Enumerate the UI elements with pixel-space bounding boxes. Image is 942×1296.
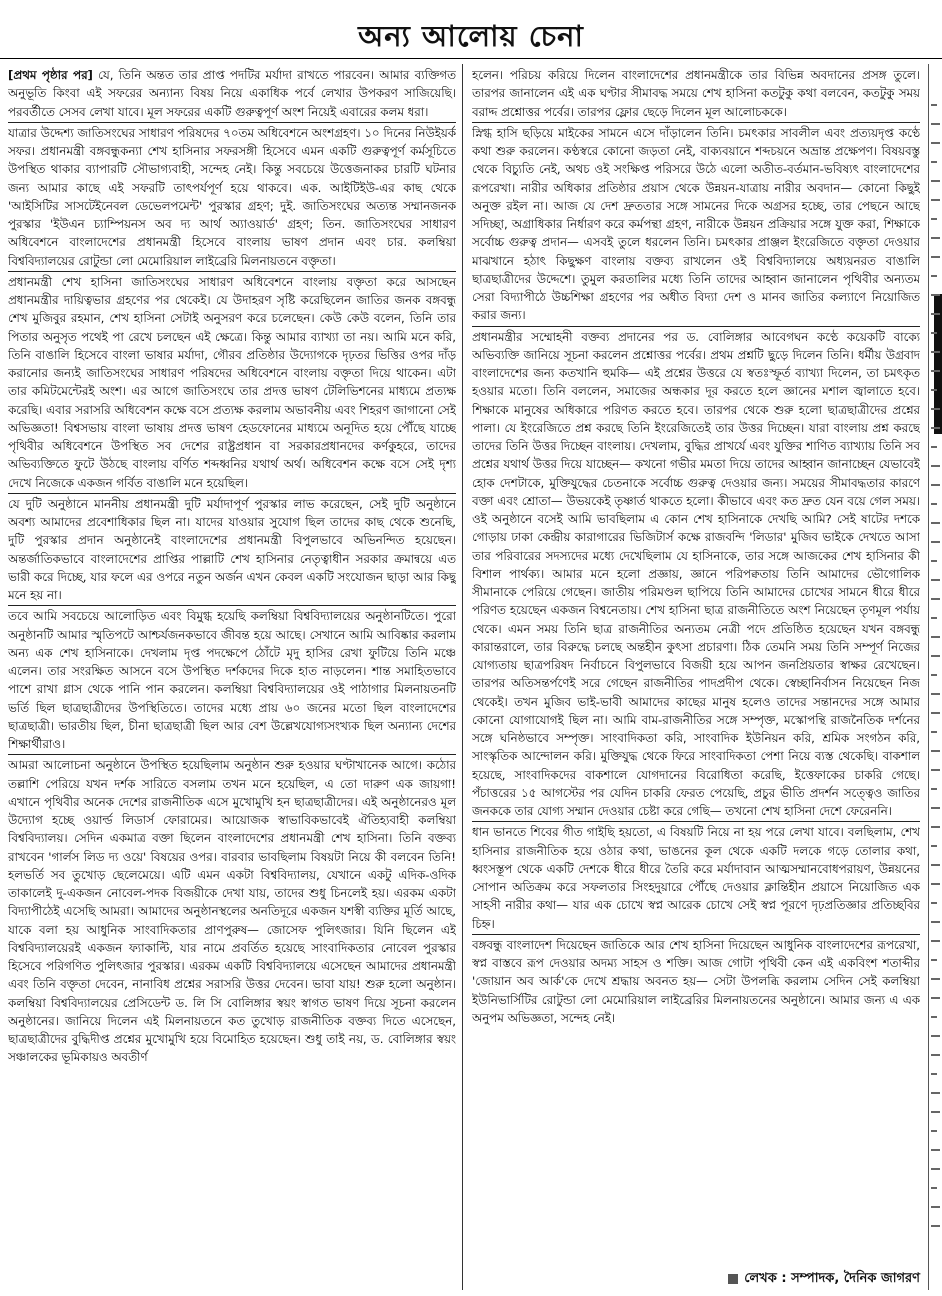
edge-text-fragment [931, 218, 937, 220]
paragraph: প্রধানমন্ত্রী শেখ হাসিনা জাতিসংঘের সাধারণ অধিবেশনে বাংলায় বক্তৃতা করে আসছেন প্রধানমন্ত্রীর দায়িত্বভার গ্রহণের পর থেকেই। যে উদাহরণ সৃষ্টি করেছিলেন জাতির জনক বঙ্গবন্ধু শেখ মুজিবুর রহমান, শেখ হাসিনা সেটাই অনুসরণ করে চলেছেন। কেউ কেউ বলেন, তিনি তার পিতার অনুসৃত পথেই পা রেখে চলছেন এই ক্ষেত্রে। কিন্তু আমার ব্যাখ্যা তা নয়। আমি মনে করি, তিনি বাঙালি হিসেবে বাংলা ভাষার মর্যাদা, গৌরব প্রতিষ্ঠার উদ্যোগকে দৃঢ়তর ভিত্তির ওপর দাঁড় করানোর জন্যই জাতিসংঘের সাধারণ পরিষদের অধিবেশনে বাংলায় বক্তৃতা দিয়ে থাকেন। এটা তার কমিটমেন্টেরই অংশ। এর আগে জাতিসংঘে তার প্রদত্ত ভাষণ টেলিভিশনের মাধ্যমে প্রত্যক্ষ করেছি। এবার সরাসরি অধিবেশন কক্ষে বসে প্রত্যক্ষ করলাম অভাবনীয় এবং শিহরণ জাগানো সেই অভিজ্ঞতা! বিশ্বসভায় বাংলা ভাষায় প্রদত্ত ভাষণ হেডফোনের মাধ্যমে অনূদিত হয়ে পৌঁছে যাচ্ছে পৃথিবীর অধিবেশনে উপস্থিত সব দেশের রাষ্ট্রপ্রধান বা সরকারপ্রধানদের কর্ণকুহরে, তাদের অভিব্যক্তিতে ফুটে উঠছে বাংলায় বর্ণিত শব্দধ্বনির যথার্থ অর্থ। অধিবেশন কক্ষে বসে সেই দৃশ্য দেখে নিজেকে একজন গর্বিত বাঙালি মনে হয়েছিল। [8, 273, 456, 494]
edge-text-fragment [931, 446, 937, 448]
byline-label: লেখক : [744, 1271, 787, 1286]
edge-text-fragment [931, 883, 940, 885]
paragraph: যে দুটি অনুষ্ঠানে মাননীয় প্রধানমন্ত্রী দুটি মর্যাদাপূর্ণ পুরস্কার লাভ করেছেন, সেই দুটি অনুষ্ঠানে অবশ্য আমাদের প্রবেশাধিকার ছিল না। যাদের যাওয়ার সুযোগ ছিল তাদের কাছ থেকে শুনেছি, দুটি পুরস্কার প্রদান অনুষ্ঠানেই বাংলাদেশের প্রধানমন্ত্রী বিপুলভাবে অভিনন্দিত হয়েছেন। অন্তর্জাতিকভাবে বাংলাদেশের প্রাপ্তির পাল্লাটি শেখ হাসিনার নেতৃত্বাধীন সরকার ক্রমান্বয়ে এত ভারী করে দিচ্ছে, যার ফলে এর ওপরে নতুন অর্জন এখন কেবল একটি সংযোজন ছাড়া আর কিছু মনে হয় না। [8, 495, 456, 607]
byline [728, 1269, 920, 1290]
edge-text-fragment [931, 731, 937, 733]
edge-text-fragment [931, 351, 940, 353]
edge-text-fragment [931, 161, 937, 163]
edge-text-fragment [931, 674, 937, 676]
edge-image-strip [934, 294, 942, 434]
paragraph: আমরা আলোচনা অনুষ্ঠানে উপস্থিত হয়েছিলাম অনুষ্ঠান শুরু হওয়ার ঘণ্টাখানেক আগে। কঠোর তল্লাশি পেরিয়ে যখন দর্শক সারিতে বসলাম তখন মনে হয়েছিল, এ তো দারুণ এক জায়গা! এখানে পৃথিবীর অনেক দেশের রাজনীতিক এসে মুখোমুখি হন ছাত্রছাত্রীদের। এই অনুষ্ঠানেরও মূল উদ্যোগ হচ্ছে ওয়ার্ল্ড লিডার্স ফোরামের। আয়োজক স্বাভাবিকভাবেই ঐতিহ্যবাহী কলম্বিয়া বিশ্ববিদ্যালয়। সেদিন একমাত্র বক্তা ছিলেন বাংলাদেশের প্রধানমন্ত্রী শেখ হাসিনা। তিনি বক্তব্য রাখবেন 'গার্লস লিড দ্য ওয়ে' বিষয়ের ওপর। বারবার ভাবছিলাম বিষয়টা নিয়ে কী বলবেন তিনি! হলভর্তি সব তুখোড় ছেলেমেয়ে। এটি এমন একটা বিশ্ববিদ্যালয়, যেখানে একটু এদিক-ওদিক তাকালেই দু-একজন নোবেল-পদক বিজয়ীকে দেখা যায়, তাদের শুধু চিনলেই হয়। এরকম একটা বিদ্যাপীঠেই এসেছি আমরা। আমাদের অনুষ্ঠানস্থলের অনতিদূরে একজন যশস্বী ব্যক্তির মূর্তি আছে, যাকে বলা হয় আধুনিক সাংবাদিকতার প্রাণপুরুষ— জোসেফ পুলিৎজার। যিনি ছিলেন এই বিশ্ববিদ্যালয়েরই একজন ফ্যাকাল্টি, যার নামে প্রবর্তিত হয়েছে সাংবাদিকতার নোবেল পুরস্কার হিসেবে পরিগণিত পুলিৎজার পুরস্কার। এরকম একটি বিশ্ববিদ্যালয়ে এসেছেন আমাদের প্রধানমন্ত্রী এবং তিনি বক্তৃতা দেবেন, নানাবিধ প্রশ্নের সরাসরি উত্তর দেবেন। ভাবা যায়! শুরু হলো অনুষ্ঠান। কলম্বিয়া বিশ্ববিদ্যালয়ের প্রেসিডেন্ট ড. লি সি বোলিঙ্গার স্বয়ং স্বাগত ভাষণ দিয়ে সূচনা করলেন অনুষ্ঠানের। জানিয়ে দিলেন এই মিলনায়তনে কত তুখোড় রাজনীতিক বক্তব্য দিতে এসেছেন, ছাত্রছাত্রীদের বুদ্ধিদীপ্ত প্রশ্নের মুখোমুখি হয়ে বিমোহিত হয়েছেন। শুধু তাই নয়, ড. বোলিঙ্গার স্বয়ং সঞ্চালকের ভূমিকায়ও অবতীর্ণ [8, 758, 456, 1065]
edge-text-fragment [931, 1149, 940, 1151]
edge-text-fragment [931, 807, 940, 809]
edge-text-fragment [931, 598, 940, 600]
edge-text-fragment [931, 845, 937, 847]
edge-text-fragment [931, 1092, 940, 1094]
edge-text-fragment [931, 313, 940, 315]
edge-text-fragment [931, 237, 940, 239]
left-column [8, 66, 456, 1288]
edge-text-fragment [931, 1054, 940, 1056]
byline-text: সম্পাদক, দৈনিক জাগরণ [791, 1271, 920, 1286]
edge-text-fragment [931, 655, 940, 657]
edge-text-fragment [931, 1187, 937, 1189]
edge-text-fragment [931, 902, 937, 904]
edge-text-fragment [931, 427, 940, 429]
edge-rule [928, 64, 929, 1290]
edge-text-fragment [931, 180, 940, 182]
paragraph: হলেন। পরিচয় করিয়ে দিলেন বাংলাদেশের প্রধানমন্ত্রীকে তার বিভিন্ন অবদানের প্রসঙ্গ তুলে। তারপর জানালেন এই এক ঘণ্টার সীমাবদ্ধ সময়ে শেখ হাসিনা কতটুকু কথা বলবেন, কতটুকু সময় বরাদ্দ প্রশ্নোত্তর পর্বের। তারপর ফ্লোর ছেড়ে দিলেন মূল আলোচককে। [472, 66, 920, 123]
edge-text-fragment [931, 750, 940, 752]
edge-text-fragment [931, 959, 937, 961]
edge-text-fragment [931, 199, 940, 201]
edge-text-fragment [931, 522, 940, 524]
paragraph: ধান ভানতে শিবের গীত গাইছি হয়তো, এ বিষয়টি নিয়ে না হয় পরে লেখা যাবে। বলছিলাম, শেখ হাসিনার রাজনীতিক হয়ে ওঠার কথা, ভাঙনের কূল থেকে একটি দলকে গড়ে তোলার কথা, ধ্বংসস্তূপ থেকে একটি দেশকে ধীরে ধীরে তৈরি করে মর্যাদাবান আত্মসম্মানবোধপরায়ণ, উন্নয়নের সোপান অতিক্রম করে সফলতার সিংহদুয়ারে পৌঁছে দেওয়ার ক্লান্তিহীন প্রয়াসে নিয়োজিত এক সাহসী নারীর কথা— যার এক চোখে স্বপ্ন আরেক চোখে সেই স্বপ্ন পূরণে দৃঢ়প্রতিজ্ঞার প্রতিচ্ছবির চিহ্ন। [472, 823, 920, 935]
edge-text-fragment [931, 1225, 940, 1227]
paragraph: স্নিগ্ধ হাসি ছড়িয়ে মাইকের সামনে এসে দাঁড়ালেন তিনি। চমৎকার সাবলীল এবং প্রত্যয়দৃপ্ত কণ্ঠে কথা শুরু করলেন। কণ্ঠস্বরে কোনো জড়তা নেই, বাক্যবয়ানে শব্দচয়নে অভ্রান্ত প্রক্ষেপণ। বিষয়বস্তু থেকে বিচ্যুতি নেই, অথচ ওই সংক্ষিপ্ত পরিসরে উঠে এলো অতীত-বর্তমান-ভবিষ্যৎ বাংলাদেশের রূপরেখা। নারীর অধিকার প্রতিষ্ঠার প্রয়াস থেকে উন্নয়ন-যাত্রায় নারীর অবদান— কোনো কিছুই অনুক্ত রইল না। আজ যে দেশ দ্রুততার সঙ্গে সামনের দিকে অগ্রসর হচ্ছে, তার পেছনে আছে সদিচ্ছা, অগ্রাধিকার নির্ধারণ করে কর্মপন্থা গ্রহণ, নারীকে উন্নয়ন প্রক্রিয়ার সঙ্গে যুক্ত করা, শিক্ষাকে সর্বোচ্চ গুরুত্ব প্রদান— এসবই তুলে ধরলেন তিনি। চমৎকার প্রাঞ্জল ইংরেজিতে বক্তৃতা দেওয়ার মাঝখানে হঠাৎ কিছুক্ষণ বাংলায় বক্তব্য রাখলেন ওই বিশ্ববিদ্যালয়ে অধ্যয়নরত বাঙালি ছাত্রছাত্রীদের উদ্দেশে। তুমুল করতালির মধ্যে তিনি তাদের আহ্বান জানালেন পৃথিবীর অন্যতম সেরা বিদ্যাপীঠে উচ্চশিক্ষা গ্রহণের পর অধীত বিদ্যা দেশ ও মানব জাতির কল্যাণে নিয়োজিত করার জন্য। [472, 124, 920, 327]
edge-text-fragment [931, 579, 940, 581]
paragraph [8, 66, 456, 123]
edge-text-fragment [931, 978, 940, 980]
edge-text-fragment [931, 503, 937, 505]
edge-text-fragment [931, 1168, 940, 1170]
paragraph-text: যে, তিনি অন্তত তার প্রাপ্ত পদটির মর্যাদা রাখতে পারবেন। আমার ব্যক্তিগত অনুভূতি কিংবা এই সফরের অন্যান্য বিষয় নিয়ে একাধিক পর্বে লেখার উপকরণ সাজিয়েছি। পরবর্তীতে সেসব লেখা যাবে। মূল সফরের একটি গুরুত্বপূর্ণ অংশ নিয়েই এবারের কলম ধরা। [8, 68, 456, 119]
edge-text-fragment [931, 617, 937, 619]
paragraph: তবে আমি সবচেয়ে আলোড়িত এবং বিমুগ্ধ হয়েছি কলম্বিয়া বিশ্ববিদ্যালয়ের অনুষ্ঠানটিতে। পুরো অনুষ্ঠানটি আমার স্মৃতিপটে আশ্চর্যজনকভাবে জীবন্ত হয়ে আছে। সেখানে আমি আবিষ্কার করলাম অন্য এক শেখ হাসিনাকে। দেখলাম দৃপ্ত পদক্ষেপে ঠোঁটে মৃদু হাসির রেখা ফুটিয়ে তিনি মঞ্চে এলেন। তার সংরক্ষিত আসনে বসে উপস্থিত দর্শকদের দিকে হাত নাড়লেন। শান্ত সমাহিতভাবে পাশে রাখা গ্লাস থেকে পানি পান করলেন। কলম্বিয়া বিশ্ববিদ্যালয়ের ওই পাঠাগার মিলনায়তনটি ভর্তি ছিল ছাত্রছাত্রীদের উপস্থিতিতে। তাদের মধ্যে প্রায় ৬০ জনের মতো ছিল বাংলাদেশের ছাত্রছাত্রী। ভারতীয় ছিল, চীনা ছাত্রছাত্রী ছিল আর বেশ উল্লেখযোগ্যসংখ্যক ছিল অন্যান্য দেশের শিক্ষার্থীরাও। [8, 607, 456, 755]
edge-text-fragment [931, 123, 940, 125]
edge-text-fragment [931, 1073, 937, 1075]
edge-text-fragment [931, 1016, 937, 1018]
edge-text-fragment [931, 484, 940, 486]
edge-text-fragment [931, 788, 937, 790]
edge-text-fragment [931, 997, 940, 999]
edge-text-fragment [931, 370, 940, 372]
paragraph: প্রধানমন্ত্রীর সম্মোহনী বক্তব্য প্রদানের পর ড. বোলিঙ্গার আবেগঘন কণ্ঠে কয়েকটি বাক্যে অভিব্যক্তি জানিয়ে সূচনা করলেন প্রশ্নোত্তর পর্বের। প্রথম প্রশ্নটি ছুড়ে দিলেন তিনি। ধর্মীয় উগ্রবাদ বাংলাদেশের জন্য কতখানি হুমকি— এই প্রশ্নের উত্তরে যে স্বতঃস্ফূর্ত ব্যাখ্যা দিলেন, তা চমৎকৃত হওয়ার মতো। তিনি বললেন, সমাজের অন্ধকার দূর করতে হলে জ্ঞানের মশাল জ্বালাতে হবে। শিক্ষাকে মানুষের অধিকারে পরিণত করতে হবে। তারপর থেকে শুরু হলো ছাত্রছাত্রীদের প্রশ্নের পালা। যে ইংরেজিতে প্রশ্ন করছে তিনি ইংরেজিতেই তার উত্তর দিচ্ছেন। যারা বাংলায় প্রশ্ন করছে তাদের তিনি উত্তর দিচ্ছেন বাংলায়। দেখলাম, বুদ্ধির প্রাখর্যে এবং যুক্তির শাণিত ব্যাখ্যায় তিনি সব প্রশ্নের যথার্থ উত্তর দিয়ে যাচ্ছেন— কখনো গভীর মমতা দিয়ে তাদের আহ্বান জানাচ্ছেন যেভাবেই হোক দেশটাকে, মুক্তিযুদ্ধের চেতনাকে সর্বোচ্চ গুরুত্ব দেওয়ার জন্য। সময়ের সীমাবদ্ধতার কারণে বক্তা এবং শ্রোতা— উভয়কেই তৃষ্ণার্ত থাকতে হলো। কীভাবে এবং কত দ্রুত যেন বয়ে গেল সময়। ওই অনুষ্ঠানে বসেই আমি ভাবছিলাম এ কোন শেখ হাসিনাকে দেখছি আমি? সেই ষাটের দশকে গোড়ায় ঢাকা কেন্দ্রীয় কারাগারের ভিজিটার্স কক্ষে রাজবন্দি 'লিডার' মুজিব ভাইকে দেখতে আসা তার পরিবারের সদস্যদের মধ্যে দেখেছিলাম যে হাসিনাকে, তার সঙ্গে আজকের শেখ হাসিনার কী বিশাল পার্থক্য। আমার মনে হলো প্রজ্ঞায়, জ্ঞানে পরিপক্বতায় তিনি আমাদের ভৌগোলিক সীমানাকে পেরিয়ে গেছেন। জাতীয় পরিমণ্ডল ছাপিয়ে তিনি আমাদের চোখের সামনে ধীরে ধীরে পরিণত হয়েছেন একজন বিশ্বনেতায়। শেখ হাসিনা ছাত্র রাজনীতিতে অংশ নিয়েছেন তৃণমূল পর্যায় থেকে। এমন সময় তিনি ছাত্র রাজনীতির অন্যতম নেত্রী পদে প্রতিষ্ঠিত হয়েছেন যখন বঙ্গবন্ধু কারান্তরালে, তার বিরুদ্ধে চলছে অন্তহীন কুৎসা প্রচারণা। ঠিক তেমনি সময় তিনি সম্পূর্ণ নিজের যোগ্যতায় ছাত্রপরিষদ নির্বাচনে বিপুলভাবে বিজয়ী হয়ে আপন জনপ্রিয়তার স্বাক্ষর রেখেছেন। তারপর অতিসন্তর্পণেই সরে গেছেন রাজনীতির পাদপ্রদীপ থেকে। স্বেচ্ছানির্বাসন নিয়েছেন নিজ থেকেই। তখন মুজিব ভাই-ভাবী আমাদের কাছের মানুষ হলেও তাদের সন্তানদের সঙ্গে আমার কোনো যোগাযোগই ছিল না। আমি বাম-রাজনীতির সঙ্গে সম্পৃক্ত, মস্কোপন্থি রাজনৈতিক দর্শনের সঙ্গে ঘনিষ্ঠভাবে সম্পৃক্ত। সাংবাদিকতা করি, সাংবাদিক ইউনিয়ন করি, শ্রমিক সংগঠন করি, সাংস্কৃতিক আন্দোলন করি। মুক্তিযুদ্ধ থেকে ফিরে সাংবাদিকতা পেশা নিয়ে ব্যস্ত থেকেছি। বাকশাল হয়েছে, সাংবাদিকদের বাকশালে যোগদানের বিরোধিতা করেছি, ইত্তেফাকের চাকরি গেছে। পঁচাত্তরের ১৫ আগস্টের পর যেদিন চাকরি ফেরত পেয়েছি, প্রচুর ভীতি প্রদর্শন সত্ত্বেও জাতির জনককে তার যোগ্য সম্মান দেওয়ার চেষ্টা করে গেছি— তখনো শেখ হাসিনা দেশে ফেরেননি। [472, 328, 920, 823]
paragraph: বঙ্গবন্ধু বাংলাদেশ দিয়েছেন জাতিকে আর শেখ হাসিনা দিয়েছেন আধুনিক বাংলাদেশের রূপরেখা, স্বপ্ন বাস্তবে রূপ দেওয়ার অদম্য সাহস ও শক্তি। আজ গোটা পৃথিবী কেন এই একবিংশ শতাব্দীর 'জোয়ান অব আর্ক'কে দেখে শ্রদ্ধায় অবনত হয়— সেটা উপলব্ধি করলাম সেদিন সেই কলম্বিয়া ইউনিভার্সিটির রোটুন্ডা লো মেমোরিয়াল লাইব্রেরির মিলনায়তনের অনুষ্ঠানে। আমার জন্য এ এক অনুপম অভিজ্ঞতা, সন্দেহ নেই। [472, 937, 920, 1025]
edge-text-fragment [931, 541, 940, 543]
continued-label: [প্রথম পৃষ্ঠার পর] [8, 68, 93, 82]
edge-text-fragment [931, 1035, 940, 1037]
edge-text-fragment [931, 1206, 940, 1208]
edge-text-fragment [931, 864, 940, 866]
edge-text-fragment [931, 560, 937, 562]
edge-text-fragment [931, 104, 937, 106]
edge-text-fragment [931, 826, 940, 828]
edge-text-fragment [931, 332, 937, 334]
column-divider [462, 64, 463, 1290]
paragraph: যাত্রার উদ্দেশ্য জাতিসংঘের সাধারণ পরিষদের ৭০তম অধিবেশনে অংশগ্রহণ। ১০ দিনের নিউইয়র্ক সফর। প্রধানমন্ত্রী বঙ্গবন্ধুকন্যা শেখ হাসিনার সফরসঙ্গী হিসেবে এমন একটি গুরুত্বপূর্ণ কর্মসূচিতে উপস্থিত থাকার ব্যাপারটি সৌভাগ্যবাহী, সন্দেহ নেই। কিন্তু সবচেয়ে উত্তেজনাকর চারটি ঘটনার জন্য আমার কাছে এই সফরটি তাৎপর্যপূর্ণ হয়ে থাকবে। এক. আইটিইউ-এর কাছ থেকে 'আইসিটির সাসটেইনেবল ডেভেলপমেন্ট' পুরস্কার গ্রহণ; দুই. জাতিসংঘের অত্যন্ত সম্মানজনক পুরস্কার 'ইউএন চ্যাম্পিয়নস অব দ্য আর্থ অ্যাওয়ার্ড' গ্রহণ; তিন. জাতিসংঘের সাধারণ অধিবেশনে বাংলাদেশের প্রধানমন্ত্রী হিসেবে বাংলায় ভাষণ প্রদান এবং চার. কলম্বিয়া বিশ্ববিদ্যালয়ের রোটুন্ডা লো মেমোরিয়াল লাইব্রেরি মিলনায়তনে বক্তৃতা। [8, 124, 456, 272]
edge-text-fragment [931, 294, 940, 296]
edge-text-fragment [931, 408, 940, 410]
edge-text-fragment [931, 275, 937, 277]
edge-text-fragment [931, 712, 940, 714]
edge-text-fragment [931, 693, 940, 695]
edge-text-fragment [931, 389, 937, 391]
headline-banner [0, 0, 942, 59]
edge-text-fragment [931, 256, 940, 258]
adjacent-page-edge [928, 64, 942, 1290]
article-headline: অন্য আলোয় চেনা [358, 19, 584, 53]
right-column [472, 66, 920, 1288]
edge-text-fragment [931, 636, 940, 638]
edge-text-fragment [931, 769, 940, 771]
edge-text-fragment [931, 142, 940, 144]
edge-text-fragment [931, 921, 940, 923]
edge-text-fragment [931, 1111, 940, 1113]
edge-text-fragment [931, 940, 940, 942]
square-bullet-icon [728, 1274, 738, 1284]
edge-text-fragment [931, 465, 940, 467]
edge-text-fragment [931, 1130, 937, 1132]
